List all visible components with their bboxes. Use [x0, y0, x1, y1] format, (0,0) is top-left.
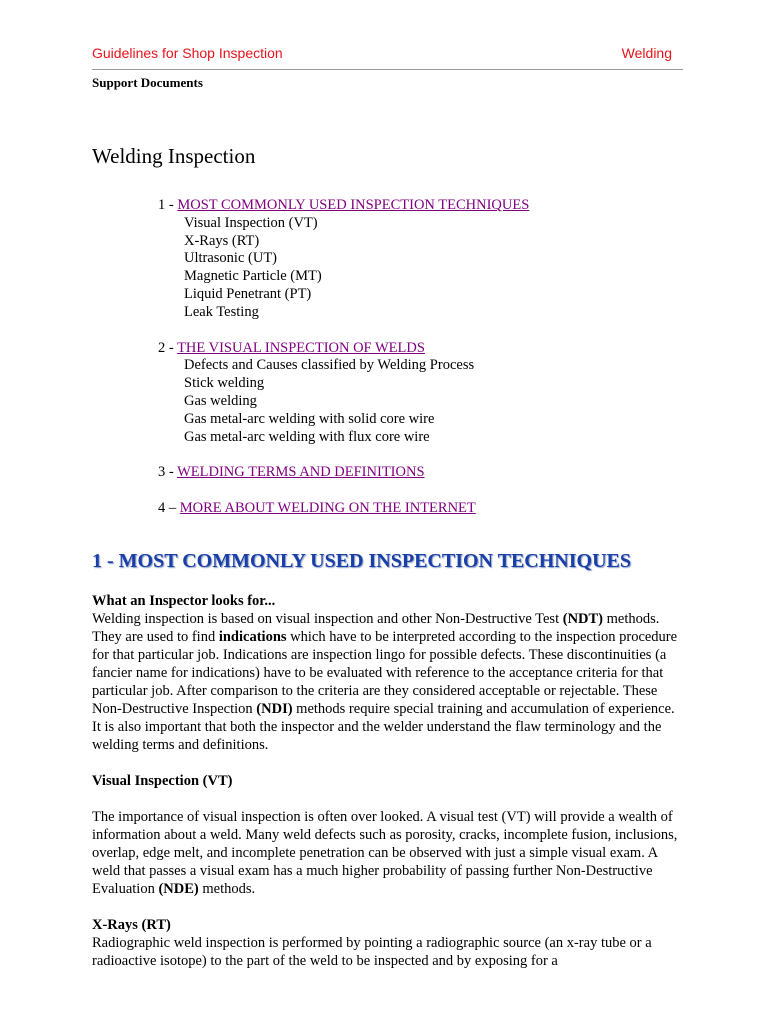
header-divider — [92, 69, 683, 70]
header-title: Guidelines for Shop Inspection — [92, 45, 283, 61]
toc-number: 3 - — [158, 464, 178, 481]
section-heading: 1 - MOST COMMONLY USED INSPECTION TECHNIQUES — [92, 550, 631, 572]
toc-subitem: Leak Testing — [184, 303, 259, 320]
paragraph-intro: Welding inspection is based on visual inspection and other Non-Destructive Test (NDT) methods. They are used to find indications which have to be interpreted according to the inspection procedure for that particular job. Indications are inspection lingo for possible defects. These discontinuities (a fancier name for indications) have to be evaluated with reference to the acceptance criteria for that particular job. After comparison to the criteria are they considered acceptable or rejectable. These Non-Destructive Inspection (NDI) methods require special training and accumulation of experience. It is also important that both the inspector and the welder understand the flaw terminology and the welding terms and definitions. — [92, 611, 678, 753]
subheading-visual-inspection: Visual Inspection (VT) — [92, 773, 233, 789]
toc-number: 2 - — [158, 339, 178, 356]
toc-subitem: Stick welding — [184, 375, 265, 392]
toc-entry-3 — [158, 464, 529, 482]
toc-subitem: Visual Inspection (VT) — [184, 214, 318, 231]
toc-subitem: Gas metal-arc welding with solid core wire — [184, 410, 435, 427]
toc-link-visual-inspection[interactable]: THE VISUAL INSPECTION OF WELDS — [177, 339, 425, 356]
section-body — [92, 592, 682, 970]
subheading-what-inspector: What an Inspector looks for... — [92, 593, 276, 609]
subheading-x-rays: X-Rays (RT) — [92, 917, 171, 933]
toc-link-inspection-techniques[interactable]: MOST COMMONLY USED INSPECTION TECHNIQUES — [177, 197, 530, 213]
toc-link-welding-terms[interactable]: WELDING TERMS AND DEFINITIONS — [177, 464, 425, 481]
support-documents-label: Support Documents — [92, 75, 203, 90]
paragraph-visual-inspection: The importance of visual inspection is often over looked. A visual test (VT) will provide a wealth of information about a weld. Many weld defects such as porosity, cracks, incomplete fusion, inclusions, overlap, edge melt, and incomplete penetration can be observed with just a simple visual exam. A weld that passes a visual exam has a much higher probability of passing further Non-Destructive Evaluation (NDE) methods. — [92, 809, 678, 897]
toc-subitem: Liquid Penetrant (PT) — [184, 285, 312, 302]
toc-subitem: Defects and Causes classified by Welding Process — [184, 357, 475, 374]
table-of-contents — [158, 197, 529, 518]
toc-number: 1 - — [158, 197, 178, 213]
toc-entry-2 — [158, 340, 529, 447]
paragraph-x-rays: Radiographic weld inspection is performed by pointing a radiographic source (an x-ray tube or a radioactive isotope) to the part of the weld to be inspected and by exposing for a — [92, 935, 652, 969]
toc-subitem: X-Rays (RT) — [184, 232, 260, 249]
toc-subitem: Gas welding — [184, 392, 257, 409]
toc-link-more-about-welding[interactable]: MORE ABOUT WELDING ON THE INTERNET — [179, 500, 476, 517]
toc-subitem: Gas metal-arc welding with flux core wire — [184, 428, 430, 445]
toc-entry-4 — [158, 500, 529, 518]
page-title: Welding Inspection — [92, 144, 256, 168]
toc-entry-1 — [158, 197, 529, 322]
header-topic: Welding — [621, 45, 672, 61]
toc-subitem: Ultrasonic (UT) — [184, 250, 278, 267]
toc-number: 4 – — [158, 500, 180, 517]
toc-subitem: Magnetic Particle (MT) — [184, 268, 322, 285]
